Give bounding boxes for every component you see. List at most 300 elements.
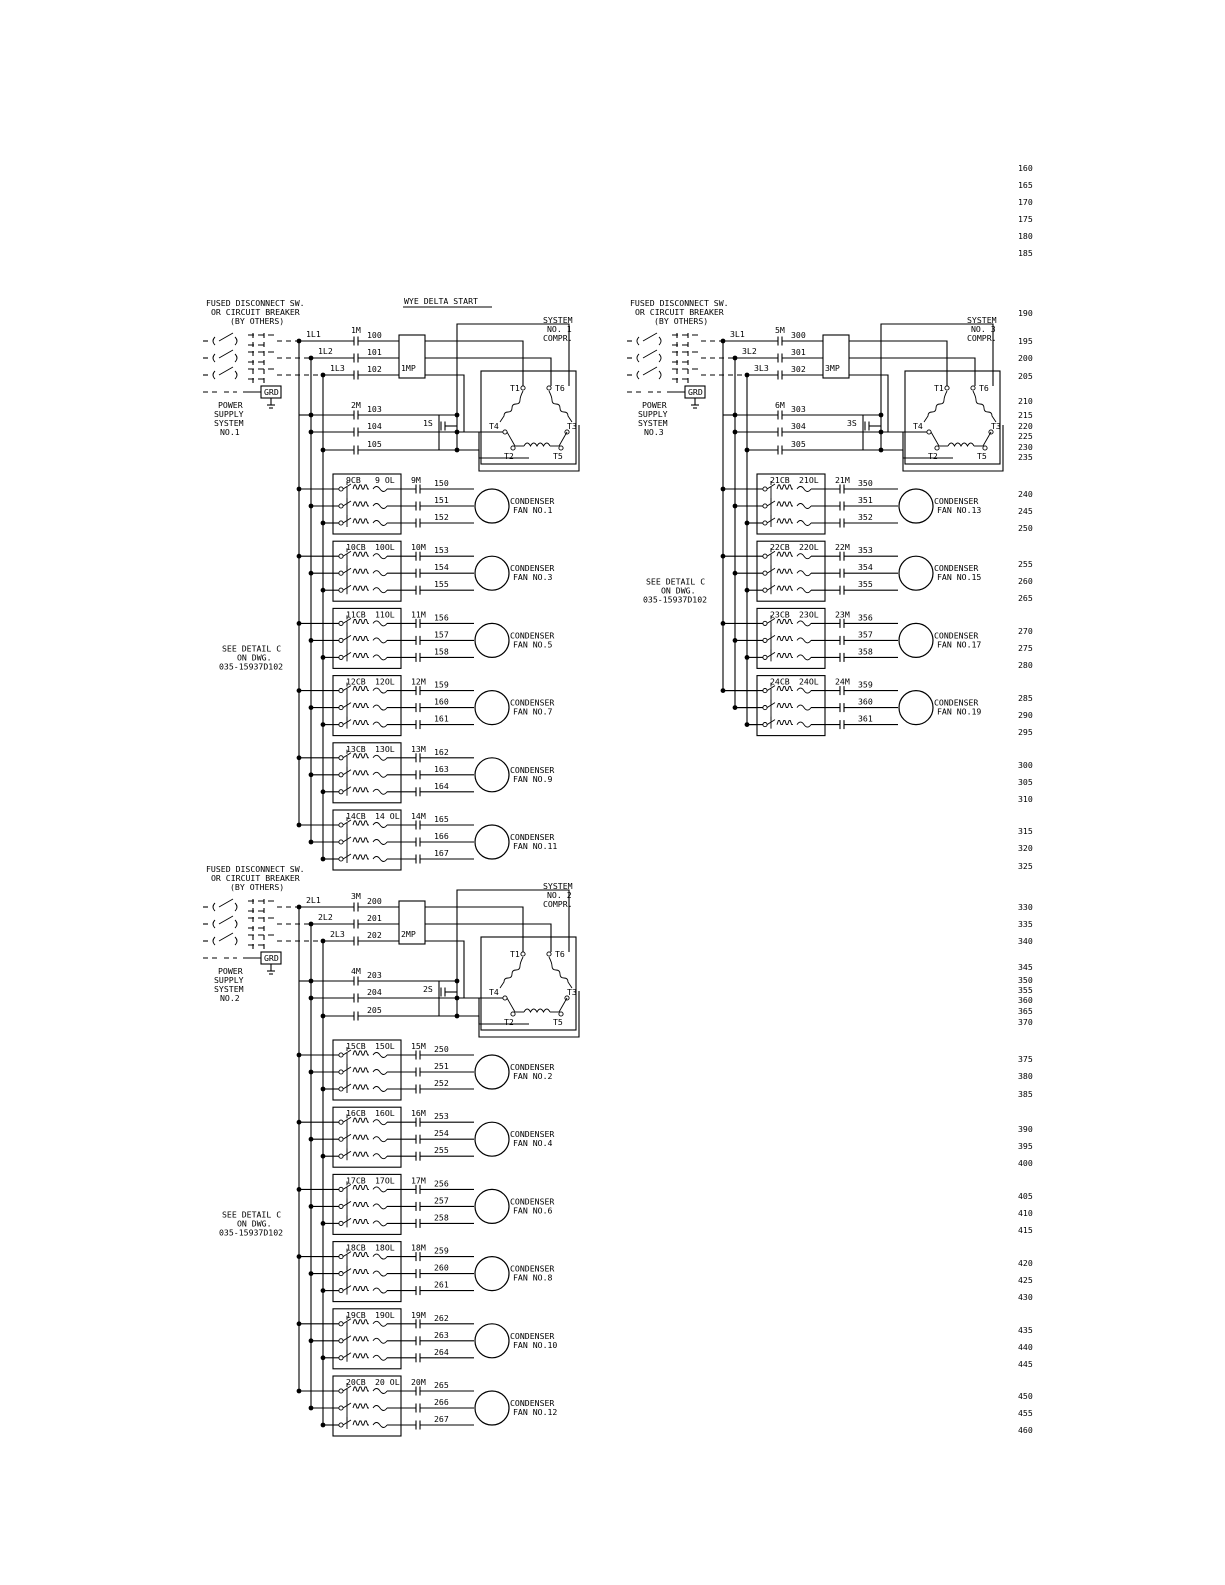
fan-label: FAN NO.1 xyxy=(513,505,553,515)
line-number: 265 xyxy=(1018,593,1033,603)
winding xyxy=(524,443,550,446)
winding xyxy=(524,1009,550,1012)
overload-label: 23OL xyxy=(799,609,819,620)
compressor-label: COMPR. xyxy=(543,899,573,909)
fuse-bracket xyxy=(672,369,698,379)
fan-label: CONDENSER xyxy=(934,697,979,708)
condenser-fan-circuit xyxy=(297,608,555,668)
thermal-element xyxy=(353,1337,369,1341)
switch-arm xyxy=(643,350,657,358)
overload-heater xyxy=(373,857,387,862)
condenser-fan-circuit xyxy=(297,541,555,601)
switch-blade xyxy=(235,937,237,945)
overload-heater xyxy=(373,755,387,760)
terminal-circle xyxy=(339,1322,343,1326)
wire-number: 155 xyxy=(434,579,449,590)
terminal-circle xyxy=(521,952,525,956)
switch-blade xyxy=(235,337,237,345)
terminal-circle xyxy=(547,952,551,956)
line-label: 3L2 xyxy=(742,346,757,356)
overload-heater xyxy=(373,1053,387,1058)
thermal-element xyxy=(353,586,369,590)
wire-number: 353 xyxy=(858,545,873,556)
fan-motor-circle xyxy=(475,825,509,859)
condenser-fan-circuit xyxy=(297,1107,555,1167)
wire-number: 259 xyxy=(434,1245,449,1256)
wye-delta-title-text: WYE DELTA START xyxy=(404,296,478,306)
wire-number: 160 xyxy=(434,696,449,707)
overload-heater xyxy=(373,655,387,660)
wire-number: 104 xyxy=(367,421,382,431)
breaker-label: 15CB xyxy=(346,1041,366,1051)
contactor-label: 9M xyxy=(411,475,421,485)
breaker-label: 9CB xyxy=(346,475,361,485)
terminal-circle xyxy=(339,655,343,659)
compressor-label: COMPR. xyxy=(543,333,573,343)
detail-note-line: SEE DETAIL C xyxy=(222,1209,282,1220)
line-number: 340 xyxy=(1018,936,1033,946)
breaker-label: 10CB xyxy=(346,542,366,553)
overload-heater xyxy=(373,487,387,492)
fan-label: FAN NO.10 xyxy=(513,1339,558,1350)
winding xyxy=(924,391,947,422)
wire-number: 204 xyxy=(367,987,382,997)
thermal-element xyxy=(353,569,369,573)
switch-blade xyxy=(235,371,237,379)
thermal-element xyxy=(353,855,369,859)
wire-number: 300 xyxy=(791,330,806,340)
fan-label: CONDENSER xyxy=(510,563,555,574)
terminal-circle xyxy=(339,487,343,491)
overload-heater xyxy=(373,1221,387,1226)
switch-blade xyxy=(213,920,215,928)
terminal-circle xyxy=(339,1356,343,1360)
condenser-fan-circuit xyxy=(721,608,982,668)
overload-heater xyxy=(373,1120,387,1125)
thermal-element xyxy=(353,1354,369,1358)
detail-note-line: 035-15937D102 xyxy=(643,594,708,605)
breaker-label: 12CB xyxy=(346,676,366,687)
contactor-label: 20M xyxy=(411,1377,426,1387)
disconnect-note-line: FUSED DISCONNECT SW. xyxy=(206,298,305,308)
wire-number: 202 xyxy=(367,930,382,940)
fuse-bracket xyxy=(248,935,274,945)
fan-label: CONDENSER xyxy=(934,630,979,641)
bus-l2 xyxy=(311,358,333,842)
winding xyxy=(549,957,572,988)
overload-heater xyxy=(373,571,387,576)
contactor-label: 10M xyxy=(411,542,426,553)
line-number: 385 xyxy=(1018,1089,1033,1099)
switch-blade xyxy=(213,903,215,911)
thermal-element xyxy=(353,1287,369,1291)
terminal-circle xyxy=(339,1389,343,1393)
overload-heater xyxy=(373,705,387,710)
disconnect-note xyxy=(206,298,305,326)
thermal-element xyxy=(777,687,793,691)
wire-number: 265 xyxy=(434,1380,449,1390)
switch-arm xyxy=(643,333,657,341)
fan-label: FAN NO.11 xyxy=(513,841,558,851)
wire-number: 156 xyxy=(434,612,449,623)
wire-number: 255 xyxy=(434,1145,449,1156)
fan-motor-circle xyxy=(475,623,509,657)
line-number: 430 xyxy=(1018,1292,1033,1302)
line-number: 345 xyxy=(1018,962,1033,972)
power-supply-label: NO.2 xyxy=(220,993,240,1003)
junction-dot xyxy=(745,448,750,453)
thermal-element xyxy=(353,619,369,623)
compressor-label: SYSTEM xyxy=(967,315,997,325)
thermal-element xyxy=(777,552,793,556)
thermal-element xyxy=(777,502,793,506)
lead-t6 xyxy=(425,924,551,952)
wire-number: 263 xyxy=(434,1329,449,1340)
detail-note-line: SEE DETAIL C xyxy=(646,576,706,587)
wire-number: 102 xyxy=(367,364,382,374)
overload-label: 12OL xyxy=(375,676,395,687)
wire-number: 167 xyxy=(434,848,449,858)
ground-block xyxy=(203,952,281,1003)
overload-heater xyxy=(797,688,811,693)
line-number: 235 xyxy=(1018,452,1033,462)
terminal-circle xyxy=(339,1204,343,1208)
bus-l2 xyxy=(735,358,757,708)
contactor-label: 4M xyxy=(351,966,361,976)
line-number: 365 xyxy=(1018,1006,1033,1016)
wire-number: 253 xyxy=(434,1111,449,1122)
terminal-circle xyxy=(763,655,767,659)
condenser-fan-circuit xyxy=(297,676,555,736)
fan-label: FAN NO.7 xyxy=(513,706,553,717)
overload-heater xyxy=(797,571,811,576)
wire-number: 165 xyxy=(434,814,449,824)
delta-lead xyxy=(881,450,953,458)
overload-heater xyxy=(373,1321,387,1326)
wire-number: 151 xyxy=(434,495,449,505)
power-supply-label: SYSTEM xyxy=(638,418,668,428)
overload-heater xyxy=(797,504,811,509)
wire-number: 305 xyxy=(791,439,806,449)
switch-blade xyxy=(659,337,661,345)
line-number: 300 xyxy=(1018,760,1033,770)
condenser-fan-circuit xyxy=(721,474,982,534)
fan-motor-circle xyxy=(475,489,509,523)
detail-note xyxy=(219,1210,283,1238)
fan-label: CONDENSER xyxy=(510,764,555,775)
fan-label: FAN NO.17 xyxy=(937,639,982,650)
fan-label: CONDENSER xyxy=(510,1129,555,1140)
winding-lead xyxy=(983,432,991,446)
contactor-label: 16M xyxy=(411,1108,426,1119)
terminal-circle xyxy=(339,857,343,861)
compressor-label: NO. 3 xyxy=(971,324,996,334)
thermal-element xyxy=(353,1404,369,1408)
fuse-bracket xyxy=(672,352,698,362)
overload-heater xyxy=(373,1154,387,1159)
overload-heater xyxy=(373,621,387,626)
terminal-label: T2 xyxy=(504,451,514,461)
breaker-label: 11CB xyxy=(346,609,366,620)
grd-label: GRD xyxy=(264,953,279,963)
wire-number: 361 xyxy=(858,713,873,724)
terminal-circle xyxy=(983,446,987,450)
line-label: 1L2 xyxy=(318,346,333,356)
wire-number: 157 xyxy=(434,629,449,640)
line-number: 335 xyxy=(1018,919,1033,929)
contactor-label: 14M xyxy=(411,811,426,821)
line-number: 455 xyxy=(1018,1408,1033,1418)
contactor-label: 12M xyxy=(411,676,426,687)
wire-number: 250 xyxy=(434,1044,449,1054)
thermal-element xyxy=(353,653,369,657)
fan-motor-circle xyxy=(475,1189,509,1223)
disconnect-note xyxy=(630,298,729,326)
terminal-circle xyxy=(339,1053,343,1057)
thermal-element xyxy=(777,569,793,573)
contactor-label: 23M xyxy=(835,609,850,620)
line-number: 270 xyxy=(1018,626,1033,636)
terminal-label: T3 xyxy=(567,987,577,997)
thermal-element xyxy=(353,1219,369,1223)
line-number: 285 xyxy=(1018,693,1033,703)
line-number: 390 xyxy=(1018,1124,1033,1134)
detail-note-line: 035-15937D102 xyxy=(219,661,284,672)
overload-label: 11OL xyxy=(375,609,395,620)
terminal-label: T1 xyxy=(934,383,944,393)
power-circuit-system-1 xyxy=(203,296,579,870)
breaker-label: 22CB xyxy=(770,542,790,553)
ground-block xyxy=(203,386,281,437)
switch-blade xyxy=(235,903,237,911)
overload-label: 10OL xyxy=(375,542,395,553)
terminal-label: T2 xyxy=(504,1017,514,1027)
winding xyxy=(500,391,523,422)
overload-heater xyxy=(373,840,387,845)
line-number: 170 xyxy=(1018,197,1033,207)
detail-note-line: ON DWG. xyxy=(237,652,272,663)
line-number: 320 xyxy=(1018,843,1033,853)
switch-blade xyxy=(235,920,237,928)
wire-number: 201 xyxy=(367,913,382,923)
overload-heater xyxy=(797,588,811,593)
wire-number: 154 xyxy=(434,562,449,573)
wire-number: 153 xyxy=(434,545,449,556)
winding-lead xyxy=(507,998,515,1012)
overload-label: 17OL xyxy=(375,1175,395,1186)
wire-number: 100 xyxy=(367,330,382,340)
thermal-element xyxy=(353,1320,369,1324)
line-number: 440 xyxy=(1018,1342,1033,1352)
line-number: 415 xyxy=(1018,1225,1033,1235)
overload-heater xyxy=(797,487,811,492)
overload-heater xyxy=(373,1423,387,1428)
bus-l2 xyxy=(311,924,333,1408)
wire-number: 351 xyxy=(858,495,873,505)
fan-label: CONDENSER xyxy=(510,496,555,506)
wire-number: 203 xyxy=(367,970,382,980)
lead-t6 xyxy=(425,358,551,386)
terminal-circle xyxy=(339,1406,343,1410)
line-label: 1L3 xyxy=(330,363,345,373)
terminal-circle xyxy=(559,1012,563,1016)
compressor-motor xyxy=(481,315,577,464)
fan-label: FAN NO.4 xyxy=(513,1138,553,1149)
disconnect-note-line: (BY OTHERS) xyxy=(230,882,285,892)
thermal-element xyxy=(353,771,369,775)
line-label: 3L3 xyxy=(754,363,769,373)
line-number: 420 xyxy=(1018,1258,1033,1268)
fan-motor-circle xyxy=(899,623,933,657)
junction-dot xyxy=(321,1014,326,1019)
fuse-bracket xyxy=(248,901,274,911)
thermal-element xyxy=(353,552,369,556)
terminal-label: T4 xyxy=(489,421,499,431)
fan-motor-circle xyxy=(899,691,933,725)
bus-bars xyxy=(721,329,769,725)
wye-delta-title xyxy=(403,296,492,307)
overload-heater xyxy=(373,789,387,794)
wire-number: 256 xyxy=(434,1178,449,1189)
ground-block xyxy=(627,386,705,437)
bus-l3 xyxy=(323,375,333,859)
terminal-circle xyxy=(339,1423,343,1427)
disconnect-note-line: (BY OTHERS) xyxy=(654,316,709,326)
compressor-motor xyxy=(905,315,1001,464)
line-number: 180 xyxy=(1018,231,1033,241)
bus-l3 xyxy=(323,941,333,1425)
line-number: 325 xyxy=(1018,861,1033,871)
delta-lead xyxy=(457,1016,529,1024)
terminal-circle xyxy=(971,386,975,390)
delta-contactor xyxy=(299,324,569,458)
wire-number: 301 xyxy=(791,347,806,357)
wire-number: 105 xyxy=(367,439,382,449)
condenser-fan-circuit xyxy=(721,541,982,601)
terminal-label: T5 xyxy=(553,1017,563,1027)
wire-number: 264 xyxy=(434,1346,449,1357)
switch-arm xyxy=(219,933,233,941)
detail-note xyxy=(219,644,283,672)
wire-number: 164 xyxy=(434,780,449,791)
line-number: 295 xyxy=(1018,727,1033,737)
terminal-circle xyxy=(945,386,949,390)
thermal-element xyxy=(777,619,793,623)
line-number: 460 xyxy=(1018,1425,1033,1435)
fan-label: CONDENSER xyxy=(510,1330,555,1341)
terminal-circle xyxy=(339,756,343,760)
condenser-fan-circuit xyxy=(297,1040,555,1100)
switch-blade xyxy=(213,337,215,345)
thermal-element xyxy=(777,485,793,489)
terminal-circle xyxy=(559,446,563,450)
wire-number: 152 xyxy=(434,512,449,522)
terminal-label: T5 xyxy=(553,451,563,461)
line-number: 330 xyxy=(1018,902,1033,912)
terminal-circle xyxy=(339,689,343,693)
disconnect-note-line: OR CIRCUIT BREAKER xyxy=(211,307,300,317)
wire-number: 304 xyxy=(791,421,806,431)
detail-note xyxy=(643,576,707,604)
terminal-label: T3 xyxy=(567,421,577,431)
terminal-circle xyxy=(503,996,507,1000)
switch-blade xyxy=(659,354,661,362)
overload-heater xyxy=(373,1137,387,1142)
thermal-element xyxy=(353,1185,369,1189)
starter-s-label: 1S xyxy=(423,418,433,428)
junction-dot xyxy=(309,996,314,1001)
fan-label: FAN NO.9 xyxy=(513,773,553,784)
wire-number: 166 xyxy=(434,831,449,841)
bus-l1 xyxy=(299,341,333,825)
fuse-bracket xyxy=(248,335,274,345)
terminal-label: T3 xyxy=(991,421,1001,431)
terminal-circle xyxy=(339,1137,343,1141)
wire-number: 101 xyxy=(367,347,382,357)
terminal-label: T6 xyxy=(979,383,989,393)
switch-arm xyxy=(219,350,233,358)
overload-heater xyxy=(797,621,811,626)
line-number: 220 xyxy=(1018,421,1033,431)
terminal-label: T4 xyxy=(913,421,923,431)
thermal-element xyxy=(777,704,793,708)
overload-label: 19OL xyxy=(375,1309,395,1320)
wire-number: 200 xyxy=(367,896,382,906)
overload-heater xyxy=(373,688,387,693)
contactor-label: 13M xyxy=(411,743,426,754)
wire-number: 150 xyxy=(434,478,449,488)
line-number: 210 xyxy=(1018,396,1033,406)
disconnect-note-line: FUSED DISCONNECT SW. xyxy=(206,864,305,874)
power-supply-label: SUPPLY xyxy=(638,409,668,419)
wire-number: 359 xyxy=(858,679,873,690)
disconnect-note xyxy=(206,864,305,892)
terminal-circle xyxy=(339,840,343,844)
condenser-fan-circuit xyxy=(297,474,555,534)
overload-label: 24OL xyxy=(799,676,819,687)
thermal-element xyxy=(353,838,369,842)
thermal-element xyxy=(353,704,369,708)
contactor-label: 6M xyxy=(775,400,785,410)
overload-heater xyxy=(373,638,387,643)
thermal-element xyxy=(353,636,369,640)
overload-heater xyxy=(373,1338,387,1343)
terminal-circle xyxy=(339,1070,343,1074)
delta-lead xyxy=(457,450,529,458)
junction-dot xyxy=(321,448,326,453)
thermal-element xyxy=(353,1085,369,1089)
wire-number: 158 xyxy=(434,646,449,657)
terminal-circle xyxy=(339,1339,343,1343)
line-number: 450 xyxy=(1018,1391,1033,1401)
condenser-fan-circuit xyxy=(297,1309,558,1369)
overload-heater xyxy=(373,1355,387,1360)
terminal-circle xyxy=(339,773,343,777)
line-number: 200 xyxy=(1018,353,1033,363)
thermal-element xyxy=(353,721,369,725)
switch-blade xyxy=(213,371,215,379)
line-number: 400 xyxy=(1018,1158,1033,1168)
line-number: 245 xyxy=(1018,506,1033,516)
line-number: 315 xyxy=(1018,826,1033,836)
fan-motor-circle xyxy=(475,758,509,792)
terminal-label: T4 xyxy=(489,987,499,997)
wire-number: 252 xyxy=(434,1078,449,1088)
line-number: 425 xyxy=(1018,1275,1033,1285)
wire-number: 161 xyxy=(434,713,449,724)
wire-number: 350 xyxy=(858,478,873,488)
line-number-column xyxy=(1018,163,1033,1435)
